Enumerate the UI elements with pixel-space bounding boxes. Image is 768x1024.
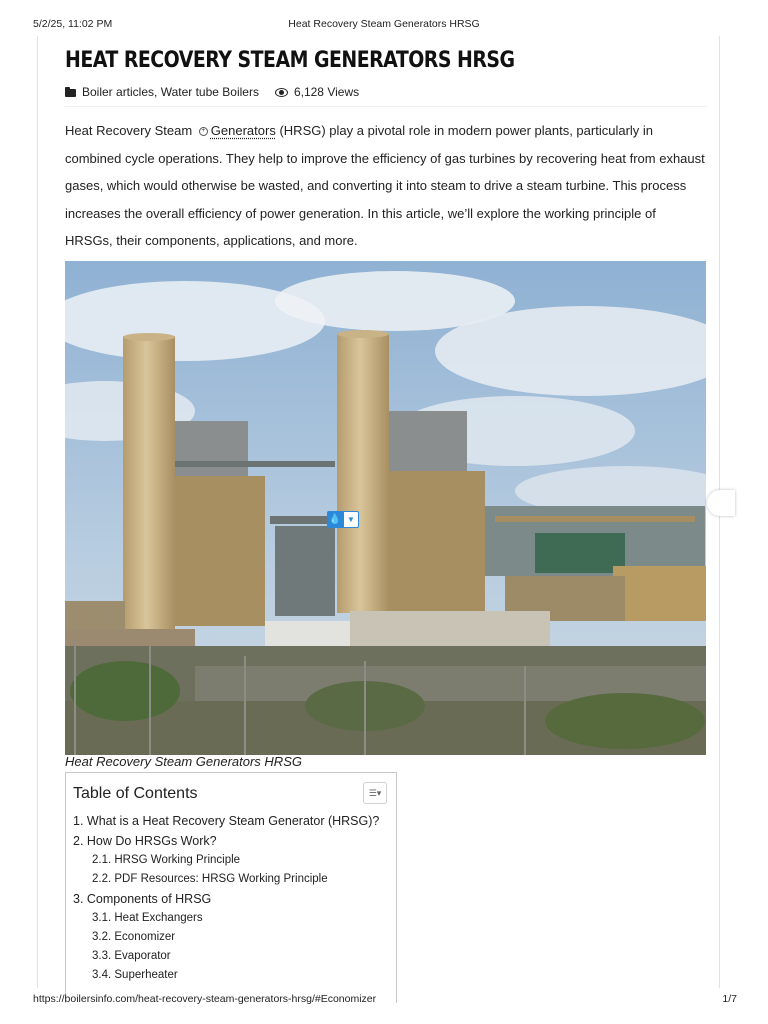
page-title: HEAT RECOVERY STEAM GENERATORS HRSG <box>65 48 515 73</box>
article <box>65 46 707 981</box>
toc-item[interactable]: 2. How Do HRSGs Work? <box>73 834 217 848</box>
folder-icon <box>65 89 76 97</box>
generators-link[interactable]: Generators <box>210 123 276 138</box>
hrsg-photo <box>65 261 706 755</box>
plus-icon: + <box>199 127 208 136</box>
chevron-down-icon[interactable]: ▼ <box>343 511 359 528</box>
toc-subitem[interactable]: 3.3. Evaporator <box>92 950 171 962</box>
toc-subitem[interactable]: 3.1. Heat Exchangers <box>92 912 203 924</box>
print-footer <box>0 993 768 1007</box>
page-border-left <box>37 36 38 988</box>
toc-title: Table of Contents <box>73 785 198 802</box>
print-doc-title: Heat Recovery Steam Generators HRSG <box>288 18 480 30</box>
eye-icon <box>275 88 288 97</box>
toc-list <box>73 811 379 985</box>
droplet-icon[interactable]: 💧 <box>327 511 343 528</box>
intro-text-b: (HRSG) play a pivotal role in modern power plants, particularly in combined cycle operations. They help to improve the efficiency of gas turbines by recovering heat from exhaust gases, which would otherwise be wasted, and converting it into steam to drive a steam turbine. This process increases the overall efficiency of power generation. In this article, we’ll explore the working principle of HRSGs, their components, applications, and more. <box>65 123 705 248</box>
image-badge[interactable] <box>327 511 359 528</box>
view-count: 6,128 Views <box>293 85 360 99</box>
toc-item[interactable]: 1. What is a Heat Recovery Steam Generator (HRSG)? <box>73 814 380 828</box>
print-page-number: 1/7 <box>722 993 737 1005</box>
print-url: https://boilersinfo.com/heat-recovery-steam-generators-hrsg/#Economizer <box>33 993 377 1005</box>
toc-subitem[interactable]: 3.2. Economizer <box>92 931 176 943</box>
post-meta <box>65 82 707 107</box>
table-of-contents <box>65 772 397 1003</box>
toc-subitem[interactable]: 3.4. Superheater <box>92 969 178 981</box>
intro-text-a: Heat Recovery Steam <box>65 123 193 138</box>
print-datetime: 5/2/25, 11:02 PM <box>33 18 113 30</box>
side-scroll-handle[interactable] <box>707 490 735 516</box>
print-header <box>0 18 768 32</box>
list-toggle-icon[interactable]: ☰▾ <box>363 782 387 804</box>
image-caption: Heat Recovery Steam Generators HRSG <box>65 754 302 769</box>
toc-subitem[interactable]: 2.2. PDF Resources: HRSG Working Principle <box>92 873 328 885</box>
hrsg-photo-illustration <box>65 261 706 755</box>
categories-link[interactable]: Boiler articles, Water tube Boilers <box>82 85 259 99</box>
toc-item[interactable]: 3. Components of HRSG <box>73 892 212 906</box>
intro-paragraph <box>65 117 707 255</box>
toc-subitem[interactable]: 2.1. HRSG Working Principle <box>92 854 241 866</box>
